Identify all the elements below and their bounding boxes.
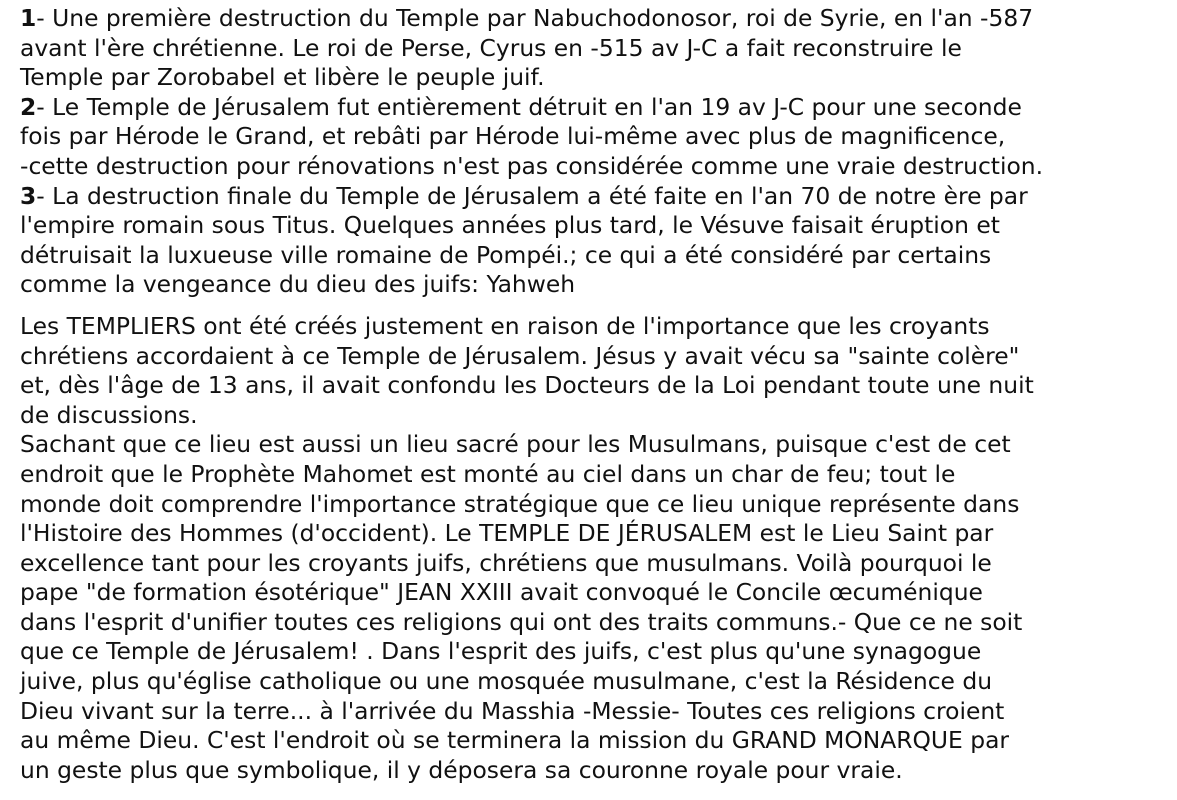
history-item-line (20, 93, 1167, 123)
paragraph-line: Sachant que ce lieu est aussi un lieu sacré pour les Musulmans, puisque c'est de cet (20, 430, 1011, 459)
paragraph-line: Les TEMPLIERS ont été créés justement en raison de l'importance que les croyants (20, 311, 990, 340)
paragraph-line: endroit que le Prophète Mahomet est monté au ciel dans un char de feu; tout le (20, 459, 956, 488)
item-text: - La destruction finale du Temple de Jérusalem a été faite en l'an 70 de notre ère par (36, 181, 1028, 210)
paragraph-line: excellence tant pour les croyants juifs, chrétiens que musulmans. Voilà pourquoi le (20, 548, 992, 577)
paragraph-line: que ce Temple de Jérusalem! . Dans l'esprit des juifs, c'est plus qu'une synagogue (20, 637, 982, 666)
history-item-line: avant l'ère chrétienne. Le roi de Perse, Cyrus en -515 av J-C a fait reconstruire le (20, 33, 962, 62)
history-item-1 (20, 4, 1167, 93)
paragraph-line: un geste plus que symbolique, il y déposera sa couronne royale pour vraie. (20, 755, 903, 784)
lieu-sacre-paragraph (20, 430, 1167, 785)
paragraph-line: et, dès l'âge de 13 ans, il avait confondu les Docteurs de la Loi pendant toute une nuit (20, 371, 1034, 400)
item-text: - Le Temple de Jérusalem fut entièrement détruit en l'an 19 av J-C pour une seconde (36, 92, 1022, 121)
history-item-line: comme la vengeance du dieu des juifs: Yahweh (20, 270, 576, 299)
history-list (20, 4, 1167, 300)
item-number: 3 (20, 181, 37, 210)
templiers-paragraph (20, 312, 1167, 430)
history-item-line: l'empire romain sous Titus. Quelques années plus tard, le Vésuve faisait éruption et (20, 211, 1000, 240)
paragraph-line: chrétiens accordaient à ce Temple de Jérusalem. Jésus y avait vécu sa "sainte colère" (20, 341, 1020, 370)
paragraph-line: l'Histoire des Hommes (d'occident). Le TEMPLE DE JÉRUSALEM est le Lieu Saint par (20, 519, 994, 548)
history-item-3 (20, 182, 1167, 300)
item-text: - Une première destruction du Temple par Nabuchodonosor, roi de Syrie, en l'an -587 (36, 4, 1034, 32)
history-item-line: détruisait la luxueuse ville romaine de Pompéi.; ce qui a été considéré par certains (20, 240, 992, 269)
history-item-2 (20, 93, 1167, 182)
paragraph-line: dans l'esprit d'unifier toutes ces religions qui ont des traits communs.- Que ce ne soit (20, 607, 1023, 636)
paragraph-line: de discussions. (20, 400, 198, 429)
item-number: 2 (20, 92, 37, 121)
paragraph-line: au même Dieu. C'est l'endroit où se terminera la mission du GRAND MONARQUE par (20, 726, 1010, 755)
history-item-line (20, 182, 1167, 212)
history-item-line (20, 4, 1167, 34)
paragraph-line: pape "de formation ésotérique" JEAN XXIII avait convoqué le Concile œcuménique (20, 578, 983, 607)
history-item-line: fois par Hérode le Grand, et rebâti par Hérode lui-même avec plus de magnificence, (20, 122, 1006, 151)
item-number: 1 (20, 4, 37, 32)
history-item-line: Temple par Zorobabel et libère le peuple juif. (20, 63, 545, 92)
paragraph-line: Dieu vivant sur la terre... à l'arrivée du Masshia -Messie- Toutes ces religions croient (20, 696, 1005, 725)
paragraph-line: juive, plus qu'église catholique ou une mosquée musulmane, c'est la Résidence du (20, 667, 993, 696)
paragraph-line: monde doit comprendre l'importance stratégique que ce lieu unique représente dans (20, 489, 1020, 518)
history-item-line: -cette destruction pour rénovations n'est pas considérée comme une vraie destruction. (20, 151, 1044, 180)
